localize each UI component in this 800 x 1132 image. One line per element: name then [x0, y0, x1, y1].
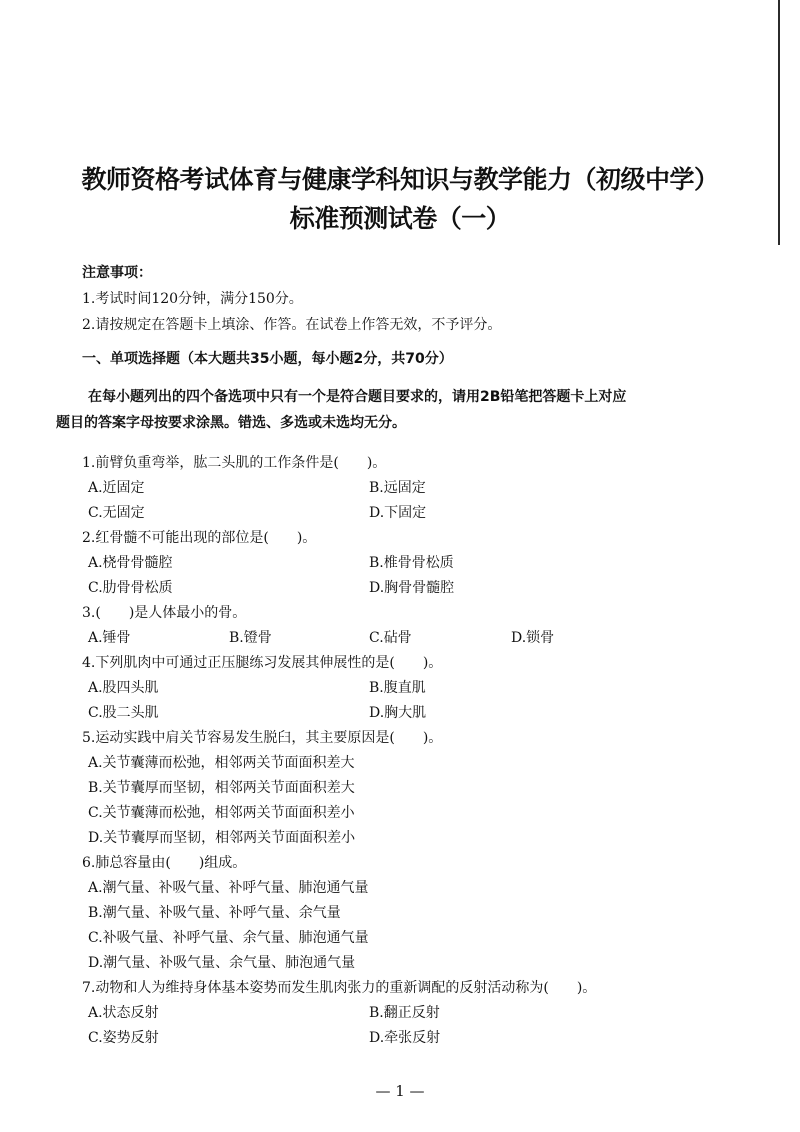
question-option: A.潮气量、补吸气量、补呼气量、肺泡通气量	[88, 880, 369, 896]
question-option: D.潮气量、补吸气量、余气量、肺泡通气量	[88, 955, 356, 971]
question-option: A.近固定	[88, 480, 145, 496]
question-option: C.无固定	[88, 505, 145, 521]
notice-item: 2.请按规定在答题卡上填涂、作答。在试卷上作答无效，不予评分。	[82, 317, 502, 333]
notice-item: 1.考试时间120分钟，满分150分。	[82, 291, 303, 307]
question-option: B.镫骨	[229, 630, 272, 646]
notice-heading: 注意事项：	[82, 265, 152, 281]
section-heading: 一、单项选择题（本大题共35小题，每小题2分，共70分）	[82, 351, 453, 367]
question-stem: 2.红骨髓不可能出现的部位是( )。	[82, 530, 317, 546]
question-option: B.关节囊厚而坚韧，相邻两关节面面积差大	[88, 780, 355, 796]
question-option: D.胸大肌	[369, 705, 427, 721]
question-option: A.股四头肌	[88, 680, 159, 696]
question-option: D.锁骨	[511, 630, 555, 646]
question-option: C.关节囊薄而松弛，相邻两关节面面积差小	[88, 805, 355, 821]
question-option: D.下固定	[369, 505, 427, 521]
question-option: A.关节囊薄而松弛，相邻两关节面面积差大	[88, 755, 355, 771]
question-option: B.远固定	[369, 480, 426, 496]
question-stem: 6.肺总容量由( )组成。	[82, 855, 247, 871]
exam-title-line1: 教师资格考试体育与健康学科知识与教学能力（初级中学）	[81, 165, 719, 194]
question-option: A.状态反射	[88, 1005, 159, 1021]
question-stem: 3.( )是人体最小的骨。	[82, 605, 247, 621]
question-option: A.锤骨	[88, 630, 131, 646]
section-instruction: 在每小题列出的四个备选项中只有一个是符合题目要求的，请用2B铅笔把答题卡上对应	[88, 389, 627, 405]
question-option: B.腹直肌	[369, 680, 426, 696]
question-option: B.翻正反射	[369, 1005, 440, 1021]
question-stem: 7.动物和人为维持身体基本姿势而发生肌肉张力的重新调配的反射活动称为( )。	[82, 980, 597, 996]
question-option: A.桡骨骨髓腔	[88, 555, 173, 571]
section-instruction: 题目的答案字母按要求涂黑。错选、多选或未选均无分。	[56, 415, 406, 431]
question-option: D.关节囊厚而坚韧，相邻两关节面面积差小	[88, 830, 356, 846]
question-option: C.肋骨骨松质	[88, 580, 173, 596]
question-option: D.牵张反射	[369, 1030, 441, 1046]
page-number: — 1 —	[375, 1082, 425, 1100]
question-stem: 4.下列肌肉中可通过正压腿练习发展其伸展性的是( )。	[82, 655, 443, 671]
question-option: C.砧骨	[369, 630, 412, 646]
exam-title-line2: 标准预测试卷（一）	[289, 204, 511, 233]
question-stem: 5.运动实践中肩关节容易发生脱臼，其主要原因是( )。	[82, 730, 443, 746]
question-option: D.胸骨骨髓腔	[369, 580, 455, 596]
question-option: B.潮气量、补吸气量、补呼气量、余气量	[88, 905, 341, 921]
question-option: C.补吸气量、补呼气量、余气量、肺泡通气量	[88, 930, 369, 946]
question-option: C.姿势反射	[88, 1030, 159, 1046]
question-option: C.股二头肌	[88, 705, 159, 721]
question-option: B.椎骨骨松质	[369, 555, 454, 571]
question-stem: 1.前臂负重弯举，肱二头肌的工作条件是( )。	[82, 455, 387, 471]
